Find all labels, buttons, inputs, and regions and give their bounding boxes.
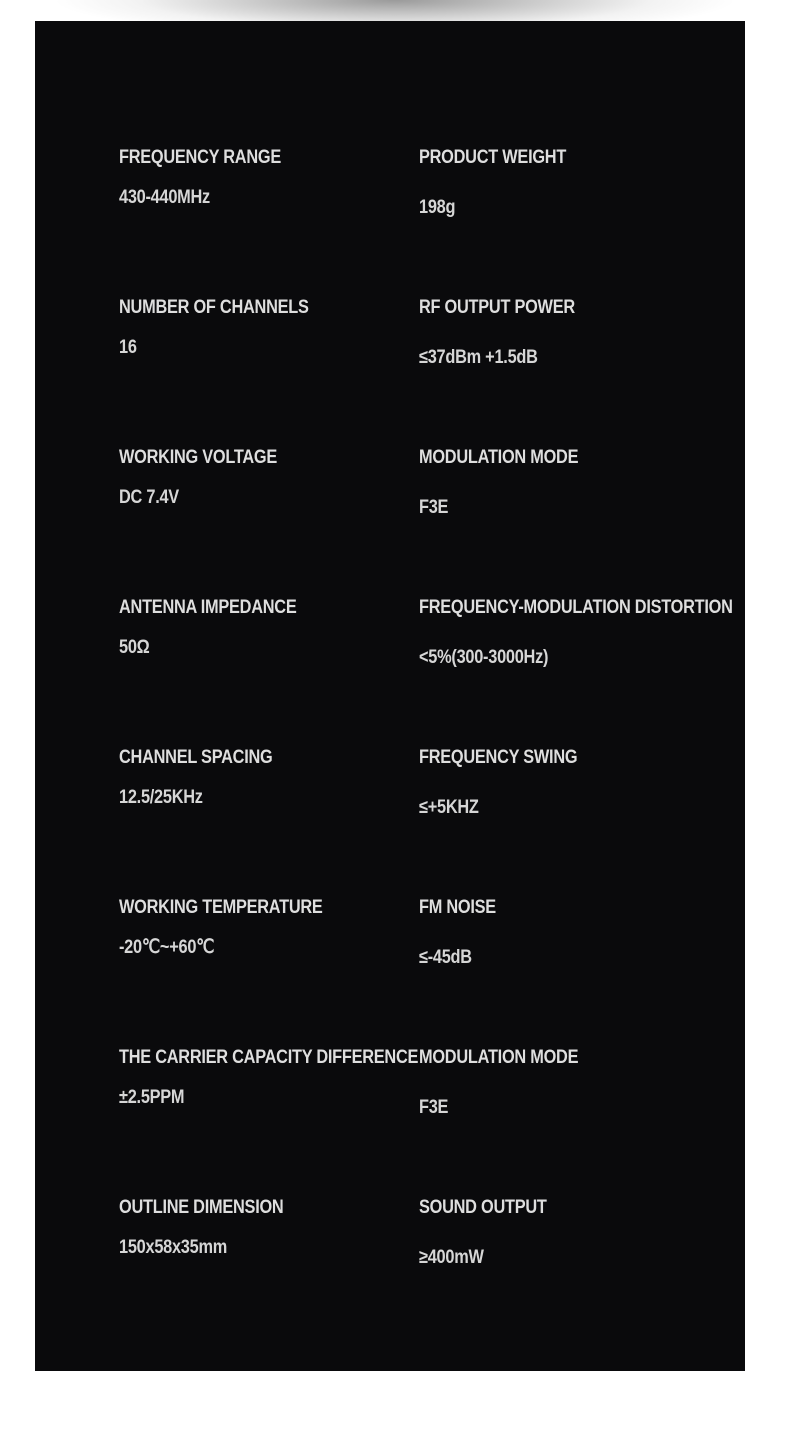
spec-modulation-mode-2 bbox=[419, 1046, 604, 1120]
spec-outline-dimension bbox=[119, 1196, 310, 1260]
spec-label: MODULATION MODE bbox=[419, 1047, 579, 1068]
spec-value: ≤-45dB bbox=[419, 947, 472, 968]
spec-number-of-channels bbox=[119, 296, 340, 360]
spec-value: 198g bbox=[419, 197, 456, 218]
spec-value: ≥400mW bbox=[419, 1247, 484, 1268]
spec-value: 16 bbox=[119, 337, 137, 358]
spec-label: RF OUTPUT POWER bbox=[419, 297, 575, 318]
spec-label: OUTLINE DIMENSION bbox=[119, 1197, 284, 1218]
spec-rf-output-power bbox=[419, 296, 600, 370]
spec-value: ≤37dBm +1.5dB bbox=[419, 347, 538, 368]
spec-working-temperature bbox=[119, 896, 356, 960]
spec-working-voltage bbox=[119, 446, 303, 510]
spec-value: ±2.5PPM bbox=[119, 1087, 185, 1108]
spec-value: F3E bbox=[419, 497, 449, 518]
spec-carrier-capacity-difference bbox=[119, 1046, 467, 1110]
spec-label: FM NOISE bbox=[419, 897, 496, 918]
spec-value: DC 7.4V bbox=[119, 487, 179, 508]
spec-panel bbox=[35, 21, 745, 1371]
spec-value: -20℃~+60℃ bbox=[119, 937, 215, 958]
spec-label: PRODUCT WEIGHT bbox=[419, 147, 567, 168]
spec-sound-output bbox=[419, 1196, 567, 1270]
spec-label: THE CARRIER CAPACITY DIFFERENCE bbox=[119, 1047, 419, 1068]
spec-antenna-impedance bbox=[119, 596, 325, 660]
spec-frequency-swing bbox=[419, 746, 603, 820]
spec-frequency-modulation-distortion bbox=[419, 596, 784, 670]
spec-fm-noise bbox=[419, 896, 508, 970]
spec-value: <5%(300-3000Hz) bbox=[419, 647, 549, 668]
spec-value: 430-440MHz bbox=[119, 187, 210, 208]
spec-value: F3E bbox=[419, 1097, 449, 1118]
spec-value: 150x58x35mm bbox=[119, 1237, 228, 1258]
spec-label: NUMBER OF CHANNELS bbox=[119, 297, 309, 318]
spec-frequency-range bbox=[119, 146, 307, 210]
spec-product-weight bbox=[419, 146, 590, 220]
spec-value: 12.5/25KHz bbox=[119, 787, 203, 808]
spec-value: 50Ω bbox=[119, 637, 150, 658]
spec-label: ANTENNA IMPEDANCE bbox=[119, 597, 297, 618]
spec-label: FREQUENCY SWING bbox=[419, 747, 578, 768]
spec-modulation-mode bbox=[419, 446, 604, 520]
spec-label: CHANNEL SPACING bbox=[119, 747, 273, 768]
spec-label: MODULATION MODE bbox=[419, 447, 579, 468]
spec-label: SOUND OUTPUT bbox=[419, 1197, 547, 1218]
spec-value: ≤+5KHZ bbox=[419, 797, 479, 818]
spec-label: WORKING VOLTAGE bbox=[119, 447, 278, 468]
spec-label: FREQUENCY-MODULATION DISTORTION bbox=[419, 597, 733, 618]
spec-label: FREQUENCY RANGE bbox=[119, 147, 281, 168]
spec-label: WORKING TEMPERATURE bbox=[119, 897, 323, 918]
spec-channel-spacing bbox=[119, 746, 297, 810]
